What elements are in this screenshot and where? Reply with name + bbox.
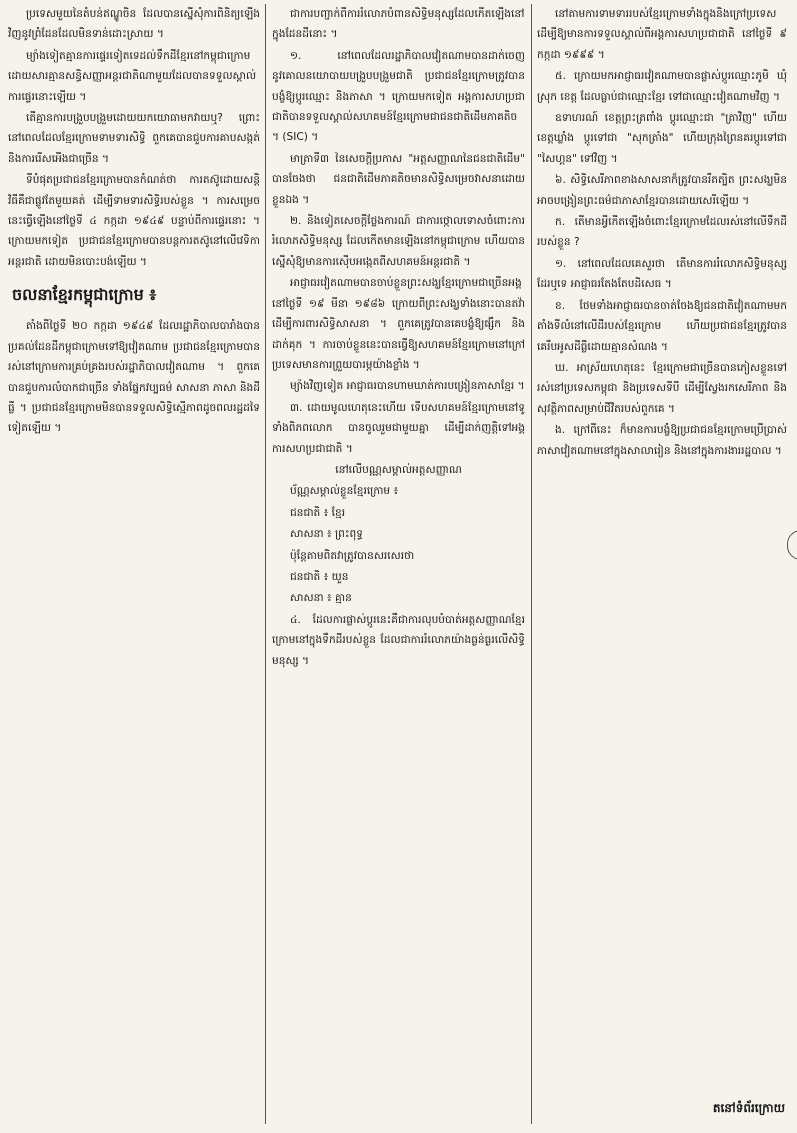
page-edge-tab [787,530,797,560]
paragraph: ខ. ថែមទាំងអាជ្ញាធរបានចាត់ចែងឱ្យជនជាតិវៀតណាមមកតាំងទីលំនៅលើដីរបស់ខ្មែរក្រោម ហើយប្រជាជនខ្មែរត្រូវបានគេរឹបអូសដីធ្លីដោយគ្មានសំណង ។ [537,299,787,353]
paragraph: ៤. ដែលការផ្លាស់ប្តូរនេះគឺជាការលុបបំបាត់អត្តសញ្ញាណខ្មែរក្រោមនៅក្នុងទឹកដីរបស់ខ្លួន ដែលជាការរំលោភយ៉ាងធ្ងន់ធ្ងរលើសិទ្ធិមនុស្ស ។ [272,613,525,667]
id-card-line: សាសនា ៖ ព្រះពុទ្ធ [290,528,363,541]
paragraph: ២. និងទៀតសេចក្តីថ្លែងការណ៍ ជាការថ្កោលទោសចំពោះការរំលោភសិទ្ធិមនុស្ស ដែលកើតមានឡើងនៅកម្ពុជាក្រោម ហើយបានស្នើសុំឱ្យមានការស៊ើបអង្កេតពីសហគមន៍អន្តរជាតិ ។ [272,215,525,268]
paragraph: ឧទាហរណ៍ ខេត្តព្រះត្រពាំង ប្តូរឈ្មោះជា "ត្រាវិញ" ហើយខេត្តឃ្លាំង ប្តូរទៅជា "សុកត្រាំង" ហើយក្រុងព្រៃនគរប្តូរទៅជា "សៃហ្គន" ទៅវិញ ។ [537,112,787,165]
paragraph: អាជ្ញាធរវៀតណាមបានចាប់ខ្លួនព្រះសង្ឃខ្មែរក្រោមជាច្រើនអង្គ នៅថ្ងៃទី ១៩ មីនា ១៩៨៦ ក្រោយពីព្រះសង្ឃទាំងនោះបានតវ៉ាដើម្បីការពារសិទ្ធិសាសនា ។ ពួកគេត្រូវបានគេបង្ខំឱ្យផ្សឹក និងដាក់គុក ។ ការចាប់ខ្លួននេះបានធ្វើឱ្យសហគមន៍ខ្មែរក្រោមនៅក្រៅប្រទេសមានការព្រួយបារម្ភយ៉ាងខ្លាំង ។ [272,277,525,371]
column-middle [272,4,525,1129]
id-card-line: ជនជាតិ ៖ យួន [290,570,349,583]
paragraph: ឃ. អាស្រ័យហេតុនេះ ខ្មែរក្រោមជាច្រើនបានភៀសខ្លួនទៅរស់នៅប្រទេសកម្ពុជា និងប្រទេសទីបី ដើម្បីស្វែងរកសេរីភាព និងសុវត្ថិភាពសម្រាប់ជីវិតរបស់ពួកគេ ។ [537,361,787,415]
paragraph: ប្រទេសមួយនៃតំបន់ឥណ្ឌូចិន ដែលបានស្នើសុំការពិនិត្យឡើងវិញនូវព្រំដែនដែលមិនទាន់ដោះស្រាយ ។ [8,8,260,41]
paragraph: ៦. សិទ្ធិសេរីភាពខាងសាសនាក៏ត្រូវបានរឹតត្បិត ព្រះសង្ឃមិនអាចបង្រៀនព្រះធម៌ជាភាសាខ្មែរបានដោយសេរីឡើយ ។ [537,174,787,207]
id-card-line: នៅលើបណ្ណសម្គាល់អត្តសញ្ញាណ [335,463,462,476]
id-card-line: សាសនា ៖ គ្មាន [290,592,352,605]
column-divider [265,4,266,1124]
paragraph: ១. នៅពេលដែលរដ្ឋាភិបាលវៀតណាមបានដាក់ចេញនូវគោលនយោបាយបង្រួបបង្រួមជាតិ ប្រជាជនខ្មែរក្រោមត្រូវបានបង្ខំឱ្យប្តូរឈ្មោះ និងភាសា ។ ក្រោយមកទៀត អង្គការសហប្រជាជាតិបានទទួលស្គាល់សហគមន៍ខ្មែរក្រោមជាជនជាតិដើមភាគតិច ។ (SIC) ។ [272,49,525,144]
id-card-line: ប័ណ្ណសម្គាល់ខ្លួនខ្មែរក្រោម ៖ [290,485,399,498]
column-left [8,4,260,1129]
paragraph: ជាការបញ្ជាក់ពីការរំលោភបំពានសិទ្ធិមនុស្សដែលកើតឡើងនៅក្នុងដែនដីនោះ ។ [272,8,525,41]
id-card-line: ប៉ុន្តែតាមពិតវាត្រូវបានសរសេរថា [290,549,415,562]
paragraph: ៥. ក្រោយមកអាជ្ញាធរវៀតណាមបានផ្លាស់ប្តូរឈ្មោះភូមិ ឃុំ ស្រុក ខេត្ត ដែលធ្លាប់ជាឈ្មោះខ្មែរ ទៅជាឈ្មោះវៀតណាមវិញ ។ [537,70,787,103]
paragraph: តាំងពីថ្ងៃទី ២០ កក្កដា ១៩៤៩ ដែលរដ្ឋាភិបាលបារាំងបានប្រគល់ដែនដីកម្ពុជាក្រោមទៅឱ្យវៀតណាម ប្រជាជនខ្មែរក្រោមបានរស់នៅក្រោមការគ្រប់គ្រងរបស់រដ្ឋាភិបាលវៀតណាម ។ ពួកគេបានជួបការលំបាកជាច្រើន ទាំងផ្នែកវប្បធម៌ សាសនា ភាសា និងដីធ្លី ។ ប្រជាជនខ្មែរក្រោមមិនបានទទួលសិទ្ធិស្មើភាពដូចពលរដ្ឋដទៃទៀតឡើយ ។ [8,320,260,435]
paragraph: ង. ក្រៅពីនេះ ក៏មានការបង្ខំឱ្យប្រជាជនខ្មែរក្រោមប្រើប្រាស់ភាសាវៀតណាមនៅក្នុងសាលារៀន និងនៅក្នុងការងាររដ្ឋបាល ។ [537,424,787,457]
paragraph: ម្យ៉ាងវិញទៀត អាជ្ញាធរបានហាមឃាត់ការបង្រៀនភាសាខ្មែរ ។ [290,380,525,393]
section-heading: ចលនាខ្មែរកម្ពុជាក្រោម ៖ [12,285,157,305]
paragraph: មាត្រាទី៣ នៃសេចក្តីប្រកាស "អត្តសញ្ញាណនៃជនជាតិដើម" បានចែងថា ជនជាតិដើមភាគតិចមានសិទ្ធិសម្រេចវាសនាដោយខ្លួនឯង ។ [272,152,525,206]
id-card-line: ជនជាតិ ៖ ខ្មែរ [290,506,346,519]
paragraph: តើគ្មានការបង្រួបបង្រួមដោយយកយោធាមកវាយឬ? ព្រោះនៅពេលដែលខ្មែរក្រោមទាមទារសិទ្ធិ ពួកគេបានជួបការគាបសង្កត់ និងការរើសអើងជាច្រើន ។ [8,112,260,165]
paragraph: ក. តើមានអ្វីកើតឡើងចំពោះខ្មែរក្រោមដែលរស់នៅលើទឹកដីរបស់ខ្លួន ? [537,216,787,249]
paragraph: ទីបំផុតប្រជាជនខ្មែរក្រោមបានកំណត់ថា ការតស៊ូដោយសន្តិវិធីគឺជាផ្លូវតែមួយគត់ ដើម្បីទាមទារសិទ្ធិរបស់ខ្លួន ។ ការសម្រេចនេះធ្វើឡើងនៅថ្ងៃទី ៤ កក្កដា ១៩៤៩ បន្ទាប់ពីការផ្ទេរនោះ ។ ក្រោយមកទៀត ប្រជាជនខ្មែរក្រោមបានបន្តការតស៊ូនៅលើវេទិកាអន្តរជាតិ ដោយមិនបោះបង់ឡើយ ។ [8,174,260,268]
paragraph: នៅតាមការទាមទាររបស់ខ្មែរក្រោមទាំងក្នុងនិងក្រៅប្រទេស ដើម្បីឱ្យមានការទទួលស្គាល់ពីអង្គការសហប្រជាជាតិ នៅថ្ងៃទី ៩ កក្កដា ១៩៩៩ ។ [537,8,787,61]
paragraph: ៣. ដោយមូលហេតុនេះហើយ ទើបសហគមន៍ខ្មែរក្រោមនៅទូទាំងពិភពលោក បានចូលរួមជាមួយគ្នា ដើម្បីដាក់ញត្តិទៅអង្គការសហប្រជាជាតិ ។ [272,401,525,455]
continued-next-page-label: តនៅទំព័រក្រោយ [712,1101,785,1115]
column-divider [531,4,532,1124]
paragraph: ១. នៅពេលដែលគេសួរថា តើមានការរំលោភសិទ្ធិមនុស្សដែរឬទេ អាជ្ញាធរតែងតែបដិសេធ ។ [537,257,787,291]
column-right [537,4,787,1089]
paragraph: ម្យ៉ាងទៀតគ្មានការផ្ទេរទៀតទេដល់ទឹកដីខ្មែរនៅកម្ពុជាក្រោម ដោយសារគ្មានសន្ធិសញ្ញាអន្តរជាតិណាមួយដែលបានទទួលស្គាល់ការផ្ទេរនោះឡើយ ។ [8,49,257,103]
